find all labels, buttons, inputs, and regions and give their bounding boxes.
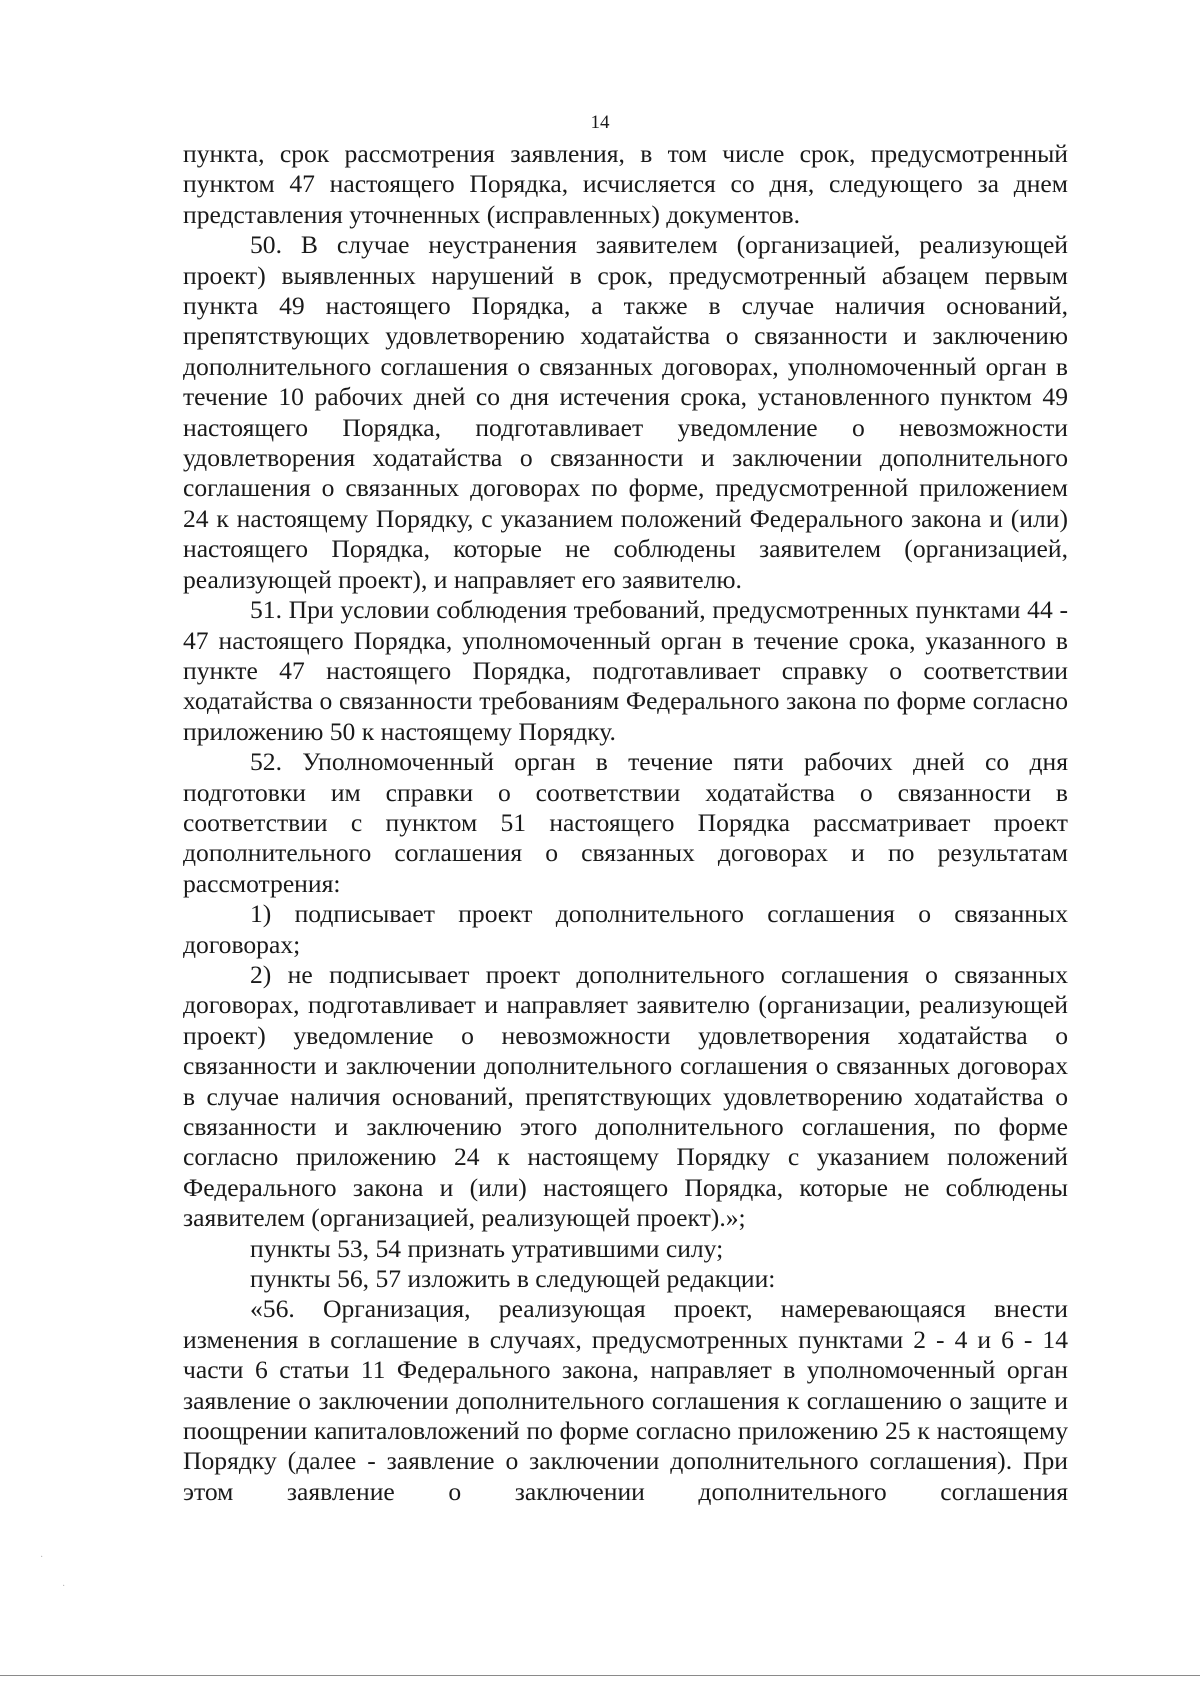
paragraph-subitem-2: 2) не подписывает проект дополнительного соглашения о связанных договорах, подготавливает и направляет заявителю (организации, реализующей проект) уведомление о невозможности удовлетворения ходатайства о связанности и заключении дополнительного соглашения о связанных договорах в случае наличия оснований, препятствующих удовлетворению ходатайства о связанности и заключению этого дополнительного соглашения, по форме согласно приложению 24 к настоящему Порядку с указанием положений Федерального закона и (или) настоящего Порядка, которые не соблюдены заявителем (организацией, реализующей проект).»; xyxy=(183,959,1068,1233)
paragraph-amendment-56-57: пункты 56, 57 изложить в следующей редакции: xyxy=(250,1264,776,1294)
scan-artifact: · xyxy=(62,1581,66,1592)
document-body xyxy=(183,139,1068,1507)
page-number: 14 xyxy=(590,112,610,133)
paragraph-subitem-1: 1) подписывает проект дополнительного соглашения о связанных договорах; xyxy=(183,899,1068,959)
paragraph-item-50: 50. В случае неустранения заявителем (организацией, реализующей проект) выявленных нарушений в срок, предусмотренный абзацем первым пункта 49 настоящего Порядка, а также в случае наличия оснований, препятствующих удовлетворению ходатайства о связанности и заключению дополнительного соглашения о связанных договорах, уполномоченный орган в течение 10 рабочих дней со дня истечения срока, установленного пунктом 49 настоящего Порядка, подготавливает уведомление о невозможности удовлетворения ходатайства о связанности и заключении дополнительного соглашения о связанных договорах по форме, предусмотренной приложением 24 к настоящему Порядку, с указанием положений Федерального закона и (или) настоящего Порядка, которые не соблюдены заявителем (организацией, реализующей проект), и направляет его заявителю. xyxy=(183,230,1068,594)
paragraph-item-56: «56. Организация, реализующая проект, намеревающаяся внести изменения в соглашение в случаях, предусмотренных пунктами 2 - 4 и 6 - 14 части 6 статьи 11 Федерального закона, направляет в уполномоченный орган заявление о заключении дополнительного соглашения к соглашению о защите и поощрении капиталовложений по форме согласно приложению 25 к настоящему Порядку (далее - заявление о заключении дополнительного соглашения). При этом заявление о заключении дополнительного соглашения xyxy=(183,1294,1068,1506)
scan-artifact: · xyxy=(40,1552,44,1563)
paragraph-continuation: пункта, срок рассмотрения заявления, в том числе срок, предусмотренный пунктом 47 настоящего Порядка, исчисляется со дня, следующего за днем представления уточненных (исправленных) документов. xyxy=(183,139,1068,229)
scan-edge-line xyxy=(0,1675,1200,1676)
paragraph-amendment-53-54: пункты 53, 54 признать утратившими силу; xyxy=(250,1233,724,1263)
paragraph-item-52: 52. Уполномоченный орган в течение пяти рабочих дней со дня подготовки им справки о соответствии ходатайства о связанности в соответствии с пунктом 51 настоящего Порядка рассматривает проект дополнительного соглашения о связанных договорах и по результатам рассмотрения: xyxy=(183,747,1068,898)
paragraph-item-51: 51. При условии соблюдения требований, предусмотренных пунктами 44 - 47 настоящего Порядка, уполномоченный орган в течение срока, указанного в пункте 47 настоящего Порядка, подготавливает справку о соответствии ходатайства о связанности требованиям Федерального закона по форме согласно приложению 50 к настоящему Порядку. xyxy=(183,595,1068,746)
